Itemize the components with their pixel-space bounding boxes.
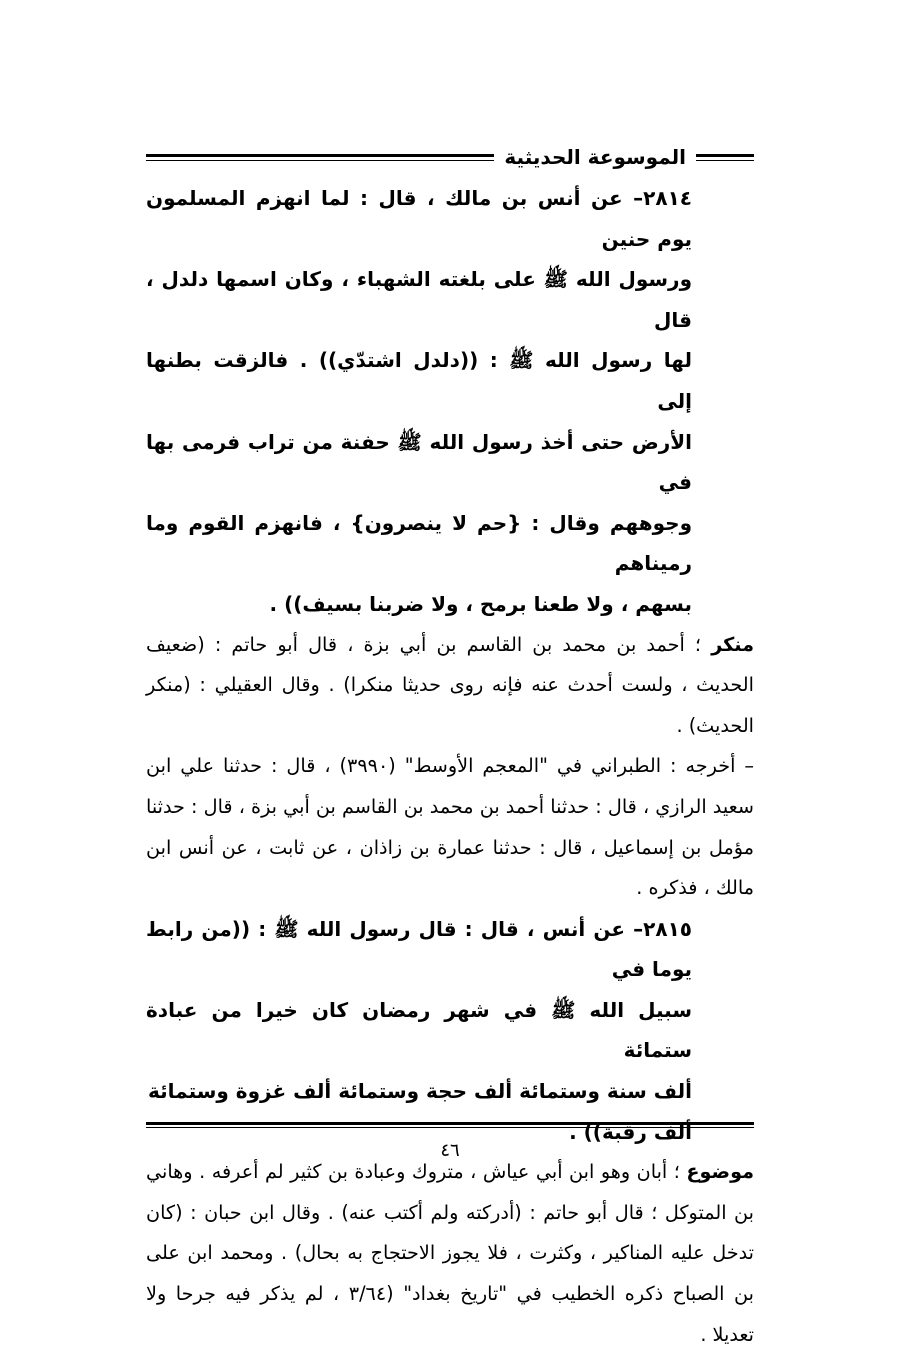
header-rule-right [696,154,754,161]
page-footer [146,1122,754,1161]
page-content [146,178,754,1355]
grading-verdict: موضوع [686,1160,754,1184]
hadith-number: ٢٨١٥ [643,916,692,941]
hadith-line: ورسول الله ﷺ على بلغته الشهباء ، وكان اسمها دلدل ، قال [146,267,692,332]
hadith-line: ألف رقبة)) . [569,1119,692,1144]
hadith-line: الأرض حتى أخذ رسول الله ﷺ حفنة من تراب فرمى بها في [146,429,692,495]
book-title: الموسوعة الحديثية [504,145,686,169]
header-rule-left [146,154,494,161]
hadith-number: ٢٨١٤ [643,186,692,210]
hadith-opening-line [146,178,754,259]
footer-rule [146,1122,754,1128]
hadith-2815 [146,909,754,1153]
hadith-line: ألف سنة وستمائة ألف حجة وستمائة ألف غزوة وستمائة [148,1079,692,1104]
takhrij-paragraph: – أخرجه : الطبراني في "المعجم الأوسط" (٣٩٩٠) ، قال : حدثنا علي ابن سعيد الرازي ، قال : حدثنا أحمد بن محمد بن القاسم بن أبي بزة ، قال : حدثنا مؤمل بن إسماعيل ، قال : حدثنا عمارة بن زاذان ، عن ثابت ، عن أنس ابن مالك ، فذكره . [146,754,754,900]
hadith-line: بسهم ، ولا طعنا برمح ، ولا ضربنا بسيف)) . [269,591,692,616]
hadith-line: سبيل الله ﷺ في شهر رمضان كان خيرا من عبادة ستمائة [146,997,692,1063]
grading-commentary: ؛ أحمد بن محمد بن القاسم بن أبي بزة ، قال أبو حاتم : (ضعيف الحديث ، ولست أحدث عنه فإنه روى حديثا منكرا) . وقال العقيلي : (منكر الحديث) . [146,632,754,737]
page-number: ٤٦ [440,1140,460,1161]
hadith-2814 [146,178,754,625]
running-header [146,140,754,174]
book-page [146,140,755,1346]
hadith-opening-line [146,909,754,990]
hadith-line: لها رسول الله ﷺ : ((دلدل اشتدّي)) . فالزقت بطنها إلى [146,348,692,413]
hadith-line: وجوههم وقال : {حم لا ينصرون} ، فانهزم القوم وما رميناهم [146,510,692,576]
grading-paragraph [146,625,754,747]
grading-verdict: منكر [711,632,755,656]
hadith-opening-text: – عن أنس بن مالك ، قال : لما انهزم المسلمون يوم حنين [146,186,692,251]
grading-paragraph [146,1152,754,1355]
grading-commentary: ؛ أبان وهو ابن أبي عياش ، متروك وعبادة بن كثير لم أعرفه . وهاني بن المتوكل ؛ قال أبو حاتم : (أدركته ولم أكتب عنه) . وقال ابن حبان : (كان تدخل عليه المناكير ، وكثرت ، فلا يجوز الاحتجاج به بحال) . ومحمد ابن على بن الصباح ذكره الخطيب في "تاريخ بغداد" (٣/٦٤ ، لم يذكر فيه جرحا ولا تعديلا . [146,1160,754,1346]
hadith-opening-text: – عن أنس ، قال : قال رسول الله ﷺ : ((من رابط يوما في [146,916,692,982]
